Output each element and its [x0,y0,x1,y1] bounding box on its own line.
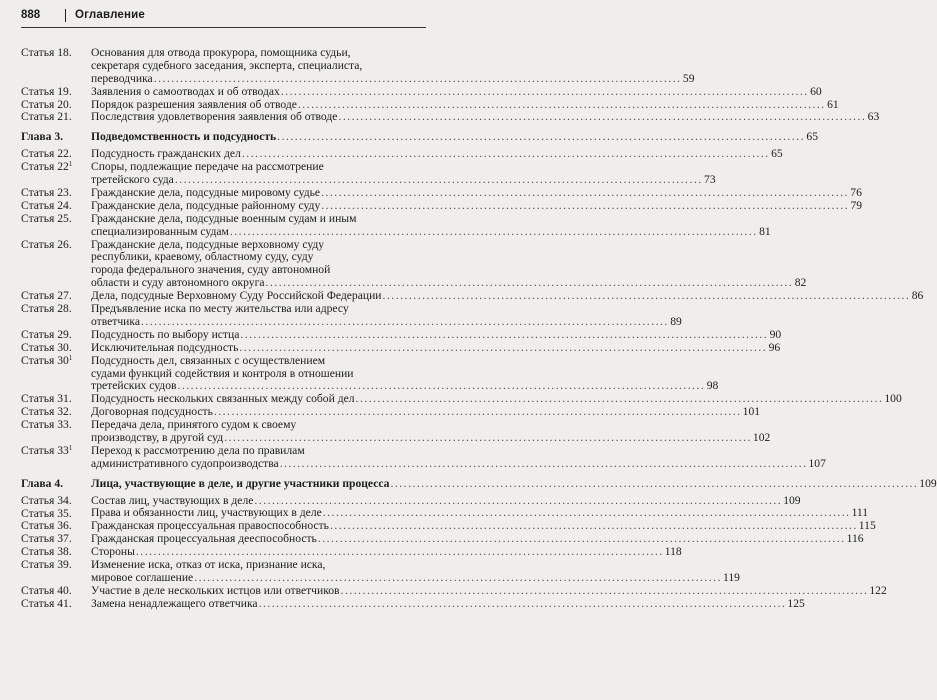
entry-label-text: Статья 29. [21,327,72,341]
entry-title-text: Договорная подсудность [91,405,213,419]
dot-leader [230,226,758,239]
entry-label-text: Статья 27. [21,289,72,303]
entry-label-text: Статья 24. [21,198,72,212]
entry-title-text: республики, краевому, областному суду, суду [91,250,314,264]
toc-article-entry[interactable] [21,211,771,239]
entry-title [91,303,682,329]
entry-page-number: 65 [806,130,818,144]
entry-title [91,329,781,342]
header-rule [21,27,426,28]
entry-title-line [91,213,771,226]
entry-label-superscript: 1 [68,353,73,362]
entry-page-number: 89 [670,314,682,328]
entry-title-text: мировое соглашение [91,571,194,584]
toc-chapter-entry[interactable] [21,130,818,144]
entry-page-number: 76 [850,185,862,199]
entry-title-text: Подведомственность и подсудность [91,130,277,144]
entry-title-line [91,342,780,355]
entry-label-text: Глава 3. [21,130,64,144]
entry-title-text: Гражданская процессуальная дееспособность [91,532,317,546]
entry-title-text: Состав лиц, участвующих в деле [91,493,254,507]
entry-label [21,47,91,86]
dot-leader [154,73,682,86]
entry-title-text: Замена ненадлежащего ответчика [91,596,258,610]
entry-title-text: судами функций содействия и контроля в отношении [91,366,354,380]
entry-title-text: Споры, подлежащие передаче на рассмотрение [91,160,324,174]
dot-leader [280,458,808,471]
dot-leader [239,342,767,355]
entry-title-text: секретаря судебного заседания, эксперта, специалиста, [91,58,363,72]
entry-title-text: Изменение иска, отказ от иска, признание иска, [91,558,326,572]
toc-article-entry[interactable] [21,45,695,86]
entry-title [91,585,887,598]
entry-page-number: 122 [869,583,887,597]
dot-leader [277,131,805,144]
entry-page-number: 96 [768,340,781,354]
entry-title-text: города федерального значения, суду автономной [91,263,331,277]
entry-page-number: 73 [704,173,716,187]
entry-title-text: Заявления о самоотводах и об отводах [91,84,280,98]
toc-article-entry[interactable] [21,237,807,291]
entry-label-text: Статья 41. [21,596,72,610]
entry-title [91,598,805,611]
entry-title [91,47,695,86]
entry-title-text: специализированным судам [91,224,229,238]
entry-label-text: Статья 19. [21,84,72,98]
toc-article-entry[interactable] [21,160,716,187]
entry-label-text: Статья 35. [21,506,72,520]
entry-title-line [91,73,695,86]
entry-page-number: 59 [682,71,695,85]
entry-title-text: Подсудность дел, связанных с осуществлением [91,353,326,367]
entry-title-text: третейских судов [91,379,177,393]
entry-label [21,478,91,491]
toc-article-entry[interactable] [21,198,863,213]
entry-page-number: 86 [911,289,924,303]
entry-title-text: ответчика [91,314,140,328]
entry-title-text: Предъявление иска по месту жительства или адресу [91,302,349,316]
entry-title-line [91,200,862,213]
entry-label-text: Глава 4. [21,476,64,490]
dot-leader [259,598,787,611]
entry-title [91,559,740,585]
entry-label-text: Статья 33. [21,418,72,432]
entry-title-line [91,585,887,598]
entry-label [21,239,91,291]
entry-label-text: Статья 23. [21,185,72,199]
entry-title-text: административного судопроизводства [91,456,279,470]
entry-page-number: 60 [810,84,822,98]
entry-label-text: Статья 18. [21,46,72,59]
entry-title-text: Подсудность гражданских дел [91,147,241,161]
entry-page-number: 116 [846,532,864,546]
toc-article-entry[interactable] [21,185,862,200]
entry-title-line [91,131,818,144]
entry-label [21,355,91,394]
toc-article-entry[interactable] [21,558,740,585]
entry-title [91,200,862,213]
entry-title-text: Подсудность по выбору истца [91,327,240,341]
entry-title-line [91,86,822,99]
entry-title [91,111,879,124]
entry-title-line [91,355,718,368]
entry-label-text: Статья 28. [21,302,72,316]
entry-title-line [91,478,937,491]
entry-page-number: 119 [723,571,740,584]
entry-title-text: Основания для отвода прокурора, помощника судьи, [91,45,351,59]
page-number: 888 [21,9,41,21]
entry-label-text: Статья 33 [21,443,69,457]
entry-title-line [91,458,826,471]
toc-article-entry[interactable] [21,583,887,598]
entry-page-number: 125 [787,596,805,610]
entry-title-text: Гражданские дела, подсудные военным судам и иным [91,211,357,225]
entry-title [91,342,780,355]
entry-title-text: Права и обязанности лиц, участвующих в деле [91,506,322,520]
entry-page-number: 111 [851,506,869,520]
entry-label-text: Статья 30. [21,340,72,354]
entry-page-number: 107 [808,456,826,470]
entry-page-number: 79 [850,198,863,212]
entry-label-text: Статья 25. [21,211,72,225]
entry-title-text: Лица, участвующие в деле, и другие участники процесса [91,476,390,490]
entry-title [91,239,806,291]
entry-page-number: 109 [783,493,801,507]
running-header [21,5,426,25]
entry-title [91,478,937,491]
entry-label-text: Статья 32. [21,405,72,419]
entry-title-line [91,445,826,458]
entry-title-text: области и суду автономного округа [91,276,265,290]
entry-title-text: Исключительная подсудность [91,340,239,354]
entry-title [91,86,822,99]
entry-page-number: 63 [867,110,880,124]
entry-page-number: 90 [769,327,782,341]
dot-leader [240,329,768,342]
dot-leader [383,290,911,303]
entry-title-line [91,316,682,329]
entry-title-line [91,432,770,445]
dot-leader [194,572,722,585]
toc-article-entry[interactable] [21,110,880,124]
entry-label-superscript: 1 [68,160,73,169]
entry-label-text: Статья 36. [21,519,72,533]
entry-page-number: 82 [794,276,807,290]
toc-article-entry[interactable] [21,340,781,355]
entry-page-number: 109 [919,476,937,490]
entry-title [91,161,716,187]
entry-label [21,419,91,445]
toc-article-entry[interactable] [21,596,805,611]
entry-title-line [91,303,682,316]
dot-leader [224,432,752,445]
entry-title-text: Гражданские дела, подсудные верховному суду [91,237,325,251]
header-divider [65,9,66,22]
entry-label [21,303,91,329]
entry-title [91,131,818,144]
entry-page-number: 81 [759,224,771,238]
entry-label-text: Статья 40. [21,583,72,597]
entry-label-text: Статья 31. [21,392,72,406]
entry-title [91,213,771,239]
entry-title-line [91,187,862,200]
toc-article-entry[interactable] [21,418,771,445]
entry-page-number: 115 [858,519,876,533]
entry-label-text: Статья 39. [21,558,72,572]
entry-title-text: Участие в деле нескольких истцов или ответчиков [91,583,340,597]
entry-title-text: Гражданские дела, подсудные районному суду [91,198,321,212]
entry-title-text: Гражданские дела, подсудные мировому судье [91,185,321,199]
dot-leader [338,111,866,124]
dot-leader [281,86,809,99]
entry-title-text: Переход к рассмотрению дела по правилам [91,443,305,457]
entry-title-line [91,572,740,585]
entry-title [91,445,826,471]
entry-label-text: Статья 37. [21,532,72,546]
entry-label-text: Статья 34. [21,493,72,507]
entry-label-text: Статья 22 [21,160,69,174]
toc-article-entry[interactable] [21,353,719,394]
running-title: Оглавление [75,9,146,21]
entry-title-text: Порядок разрешения заявления об отводе [91,97,297,111]
entry-page-number: 65 [771,147,783,161]
toc-chapter-entry[interactable] [21,476,937,491]
entry-label-text: Статья 20. [21,97,72,111]
entry-page-number: 101 [742,405,761,419]
entry-title-text: производству, в другой суд [91,431,224,444]
entry-label [21,131,91,144]
entry-title-line [91,598,805,611]
entry-page-number: 61 [827,97,839,111]
toc-article-entry[interactable] [21,443,826,471]
entry-label [21,445,91,471]
entry-label-text: Статья 22. [21,147,72,161]
dot-leader [141,316,669,329]
entry-title [91,187,862,200]
dot-leader [321,187,849,200]
entry-title [91,355,718,394]
entry-title-line [91,111,879,124]
entry-title-text: Передача дела, принятого судом к своему [91,418,297,432]
entry-title-line [91,47,695,60]
entry-label [21,213,91,239]
entry-title-line [91,226,771,239]
entry-title-text: Гражданская процессуальная правоспособность [91,519,329,533]
entry-label [21,559,91,585]
dot-leader [321,200,849,213]
entry-label-text: Статья 21. [21,110,72,124]
entry-title-text: Подсудность нескольких связанных между собой дел [91,392,355,406]
entry-label [21,598,91,611]
dot-leader [341,585,869,598]
entry-title-text: третейского суда [91,173,174,187]
entry-label [21,161,91,187]
entry-label-text: Статья 38. [21,545,72,559]
table-of-contents [21,45,937,611]
toc-article-entry[interactable] [21,327,782,342]
toc-article-entry[interactable] [21,84,822,99]
entry-title-text: Последствия удовлетворения заявления об отводе [91,110,338,124]
entry-title [91,419,770,445]
entry-page-number: 118 [664,545,682,559]
entry-title-text: Дела, подсудные Верховному Суду Российской Федерации [91,289,382,303]
entry-label-text: Статья 26. [21,237,72,251]
entry-label [21,111,91,124]
toc-article-entry[interactable] [21,302,682,329]
entry-page-number: 100 [884,392,902,406]
entry-page-number: 98 [706,379,719,393]
dot-leader [390,478,918,491]
entry-title-line [91,329,781,342]
entry-title-text: Стороны [91,545,135,559]
entry-page-number: 102 [752,431,771,444]
entry-title-text: переводчика [91,71,153,85]
entry-title-line [91,60,695,73]
entry-label-text: Статья 30 [21,353,69,367]
entry-label-superscript: 1 [68,443,73,452]
